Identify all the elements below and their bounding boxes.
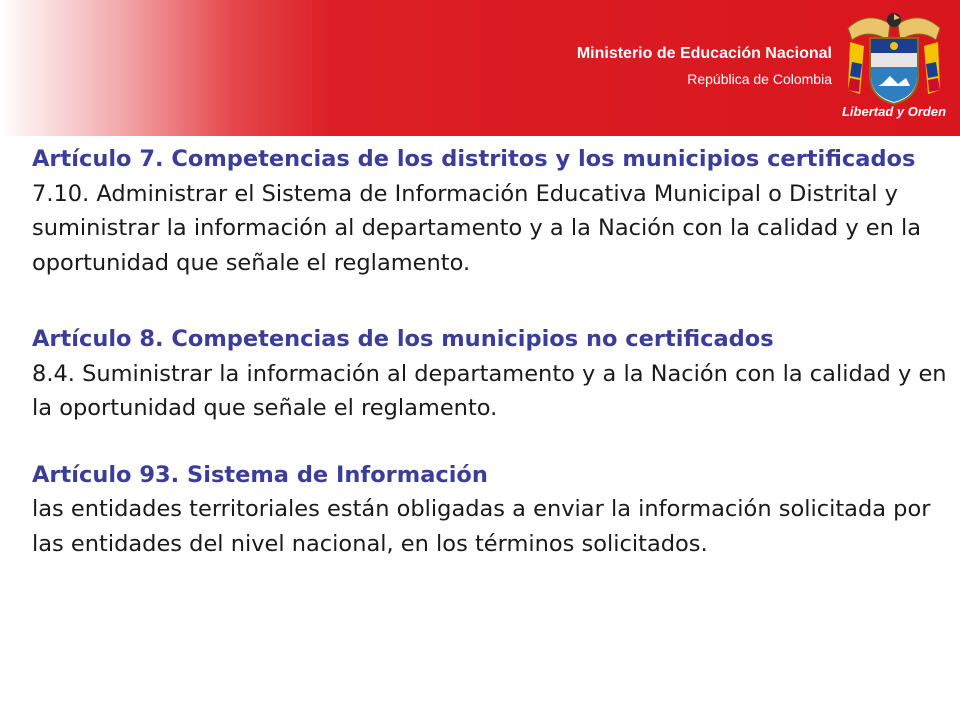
article bbox=[32, 458, 948, 562]
article-title: Artículo 8. Competencias de los municipios no certificados bbox=[32, 326, 774, 352]
motto: Libertad y Orden bbox=[841, 104, 947, 119]
ministry-name: Ministerio de Educación Nacional bbox=[576, 45, 832, 62]
article-body: 8.4. Suministrar la información al departamento y a la Nación con la calidad y en la oportunidad que señale el reglamento. bbox=[32, 360, 947, 421]
article-body: las entidades territoriales están obligadas a enviar la información solicitada por las entidades del nivel nacional, en los términos solicitados. bbox=[32, 496, 931, 557]
article bbox=[32, 142, 948, 280]
header-bar bbox=[0, 0, 960, 136]
ministry-block bbox=[577, 44, 832, 88]
article-body: 7.10. Administrar el Sistema de Información Educativa Municipal o Distrital y suministrar la información al departamento y a la Nación con la calidad y en la oportunidad que señale el reglamento. bbox=[32, 180, 922, 276]
ministry-country: República de Colombia bbox=[687, 71, 832, 87]
content bbox=[32, 142, 948, 561]
article bbox=[32, 322, 948, 426]
article-title: Artículo 7. Competencias de los distritos y los municipios certificados bbox=[32, 146, 916, 172]
article-title: Artículo 93. Sistema de Información bbox=[32, 461, 488, 488]
